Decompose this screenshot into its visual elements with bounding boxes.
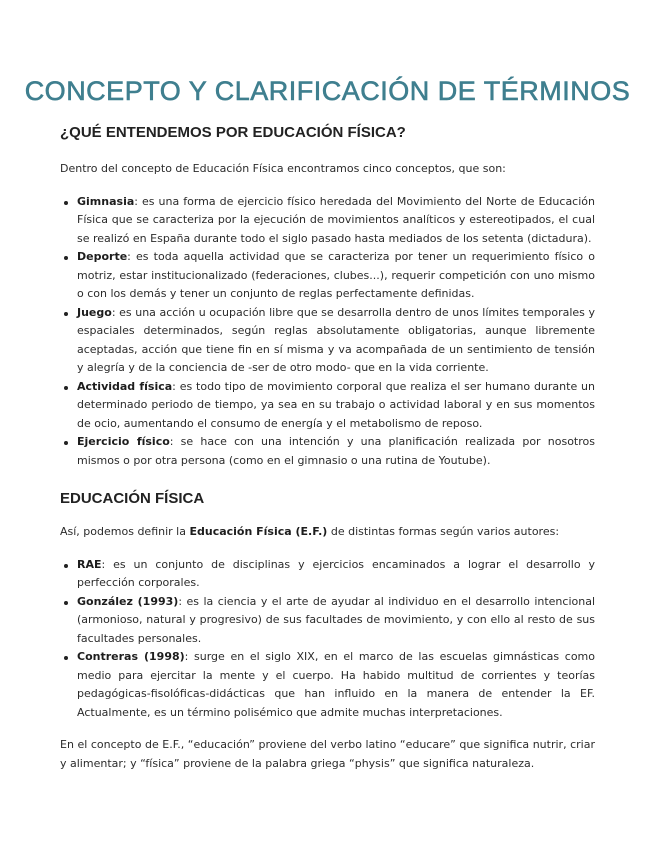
definition: : es todo tipo de movimiento corporal que realiza el ser humano durante un determinado periodo de tiempo, ya sea en su trabajo o actividad laboral y en sus momentos de ocio, aumentando el consumo de energía y el metabolismo de reposo. [77, 379, 595, 430]
definition: : es un conjunto de disciplinas y ejercicios encaminados a lograr el desarrollo y perfección corporales. [77, 557, 595, 589]
definition: : se hace con una intención y una planificación realizada por nosotros mismos o por otra persona (como en el gimnasio o una rutina de Youtube). [77, 435, 595, 467]
definition: : es toda aquella actividad que se caracteriza por tener un requerimiento físico o motriz, estar institucionalizado (federaciones, clubes...), requerir competición con uno mismo o con los demás y tener un conjunto de reglas perfectamente definidas. [77, 250, 595, 300]
section-heading-1: ¿QUÉ ENTENDEMOS POR EDUCACIÓN FÍSICA? [60, 124, 406, 141]
page-title: CONCEPTO Y CLARIFICACIÓN DE TÉRMINOS [24, 76, 631, 106]
concepts-list [60, 193, 595, 471]
term: González (1993) [77, 594, 179, 608]
list-item [77, 556, 595, 593]
term: Deporte [77, 250, 128, 263]
list-item [77, 648, 595, 722]
list-item [77, 593, 595, 649]
section1-intro: Dentro del concepto de Educación Física encontramos cinco conceptos, que son: [60, 162, 506, 175]
definition: : es una acción u ocupación libre que se desarrolla dentro de unos límites temporales y espaciales determinados, según reglas absolutamente obligatorias, aunque libremente aceptadas, acción que tiene fin en sí misma y va acompañada de un sentimiento de tensión y alegría y de la conciencia de -ser de otro modo- que en la vida corriente. [77, 305, 595, 374]
intro-text: de distintas formas según varios autores: [327, 525, 560, 538]
list-item [77, 378, 595, 434]
term: RAE [77, 557, 102, 571]
term: Actividad física [77, 379, 173, 393]
intro-text: Así, podemos definir la [60, 525, 190, 538]
section-heading-2: EDUCACIÓN FÍSICA [60, 490, 205, 507]
authors-list [60, 556, 595, 723]
list-item [77, 304, 595, 378]
list-item [77, 433, 595, 470]
term: Gimnasia [77, 194, 135, 208]
definition: : surge en el siglo XIX, en el marco de las escuelas gimnásticas como medio para ejercitar la mente y el cuerpo. Ha habido multitud de corrientes y teorías pedagógicas-fisolóficas-didácticas que han influido en la manera de entender la EF. Actualmente, es un término polisémico que admite muchas interpretaciones. [77, 650, 595, 719]
intro-bold: Educación Física (E.F.) [189, 525, 328, 538]
section2-intro [60, 523, 595, 542]
definition: : es la ciencia y el arte de ayudar al individuo en el desarrollo intencional (armonioso, natural y progresivo) de sus facultades de movimiento, y con ello al resto de sus facultades personales. [77, 594, 596, 645]
term: Ejercicio físico [77, 435, 170, 448]
list-item [77, 248, 595, 304]
definition: : es una forma de ejercicio físico heredada del Movimiento del Norte de Educación Física que se caracteriza por la ejecución de movimientos analíticos y estereotipados, el cual se realizó en España durante todo el siglo pasado hasta mediados de los setenta (dictadura). [77, 194, 595, 245]
list-item [77, 193, 595, 249]
term: Contreras (1998) [77, 650, 185, 663]
term: Juego [77, 305, 112, 319]
closing-paragraph: En el concepto de E.F., “educación” proviene del verbo latino “educare” que significa nutrir, criar y alimentar; y “física” proviene de la palabra griega “physis” que significa naturaleza. [60, 738, 595, 770]
document-body [60, 124, 595, 773]
